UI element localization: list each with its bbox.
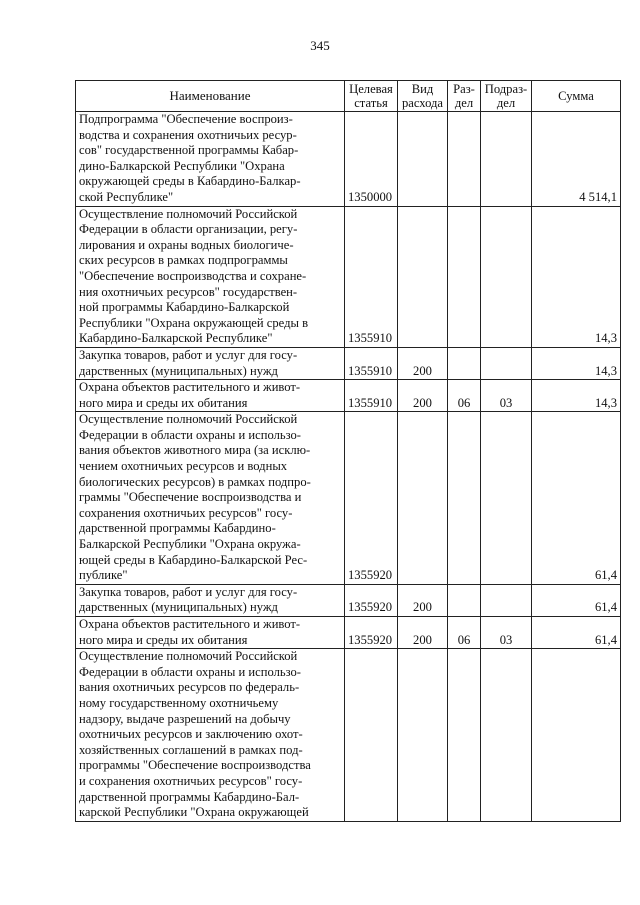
row-kind [398,412,448,585]
header-kind-line: расхода [401,96,444,110]
row-section [448,347,481,379]
row-kind [398,649,448,822]
row-name-line: Осуществление полномочий Российской [79,412,298,427]
row-subsection [481,584,532,616]
table-row [76,380,621,412]
header-name: Наименование [76,81,345,112]
table-row [76,206,621,347]
row-name-line: Охрана объектов растительного и живот- [79,380,301,395]
row-subsection: 03 [481,617,532,649]
row-name-line: Кабардино-Балкарской Республике" [79,331,273,346]
row-name-line: Закупка товаров, работ и услуг для госу- [79,584,298,599]
row-subsection [481,206,532,347]
row-code: 1355920 [345,617,398,649]
row-name-line: Закупка товаров, работ и услуг для госу- [79,347,298,362]
row-name-line: водства и сохранения охотничьих ресур- [79,127,297,142]
row-name-line: Подпрограмма "Обеспечение воспроиз- [79,112,293,126]
row-kind: 200 [398,380,448,412]
header-code-line: статья [354,96,388,110]
row-sum: 61,4 [532,584,621,616]
row-section: 06 [448,617,481,649]
row-name-line: Осуществление полномочий Российской [79,206,298,221]
row-subsection [481,649,532,822]
row-code: 1355920 [345,584,398,616]
row-section [448,412,481,585]
row-code: 1350000 [345,112,398,207]
row-name-line: дарственных (муниципальных) нужд [79,363,278,378]
row-name-line: ной программы Кабардино-Балкарской [79,300,290,315]
row-name [76,112,345,207]
row-name-line: ских ресурсов в рамках подпрограммы [79,253,288,268]
row-section [448,206,481,347]
row-name-line: биологических ресурсов) в рамках подпро- [79,474,311,489]
row-name [76,206,345,347]
row-sum [532,649,621,822]
row-name-line: охотничьих ресурсов и заключению охот- [79,727,303,742]
row-name-line: надзору, выдаче разрешений на добычу [79,711,291,726]
row-code: 1355910 [345,206,398,347]
row-kind [398,206,448,347]
table-row [76,584,621,616]
header-subsection-line: дел [496,96,516,110]
header-sum: Сумма [532,81,621,112]
row-section: 06 [448,380,481,412]
row-name-line: сов" государственной программы Кабар- [79,143,299,158]
row-section [448,584,481,616]
row-subsection [481,112,532,207]
row-name [76,617,345,649]
row-name-line: лирования и охраны водных биологиче- [79,237,294,252]
header-section-line: Раз- [453,82,475,96]
row-name-line: вания охотничьих ресурсов по федераль- [79,680,300,695]
row-name-line: и сохранения охотничьих ресурсов" госу- [79,773,303,788]
row-name-line: ного мира и среды их обитания [79,632,248,647]
row-name-line: ного мира и среды их обитания [79,395,248,410]
row-code: 1355910 [345,380,398,412]
row-name-line: "Обеспечение воспроизводства и сохране- [79,268,307,283]
row-name-line: Охрана объектов растительного и живот- [79,617,301,631]
row-kind: 200 [398,617,448,649]
table-row [76,617,621,649]
table-header-row [76,81,621,112]
row-name-line: Федерации в области организации, регу- [79,222,298,237]
budget-table [75,80,621,822]
row-code: 1355910 [345,347,398,379]
row-kind: 200 [398,584,448,616]
row-name [76,584,345,616]
row-subsection [481,412,532,585]
row-name-line: дарственной программы Кабардино- [79,521,276,536]
header-code-line: Целевая [349,82,393,96]
row-name-line: чением охотничьих ресурсов и водных [79,459,288,474]
row-name-line: граммы "Обеспечение воспроизводства и [79,490,302,505]
header-subsection-line: Подраз- [484,82,528,96]
row-sum: 61,4 [532,412,621,585]
row-kind: 200 [398,347,448,379]
page-number: 345 [310,38,330,53]
row-name-line: дарственных (муниципальных) нужд [79,600,278,615]
row-kind [398,112,448,207]
row-name-line: сохранения охотничьих ресурсов" госу- [79,505,293,520]
row-sum: 4 514,1 [532,112,621,207]
row-name-line: вания объектов животного мира (за исклю- [79,443,311,458]
row-name-line: ской Республике" [79,189,174,204]
table-row [76,649,621,822]
header-code [345,81,398,112]
row-name [76,380,345,412]
row-name [76,649,345,822]
row-name-line: дино-Балкарской Республики "Охрана [79,158,285,173]
row-name [76,347,345,379]
row-name-line: карской Республики "Охрана окружающей [79,805,309,820]
row-name-line: Федерации в области охраны и использо- [79,664,301,679]
row-name-line: окружающей среды в Кабардино-Балкар- [79,174,301,189]
row-name-line: ния охотничьих ресурсов" государствен- [79,284,298,299]
row-name-line: Республики "Охрана окружающей среды в [79,315,309,330]
row-name-line: хозяйственных соглашений в рамках под- [79,742,303,757]
table-row [76,112,621,207]
table-row [76,347,621,379]
row-sum: 14,3 [532,380,621,412]
row-name-line: публике" [79,568,128,583]
row-subsection [481,347,532,379]
row-name-line: ющей среды в Кабардино-Балкарской Рес- [79,552,308,567]
row-name-line: Балкарской Республики "Охрана окружа- [79,537,301,552]
row-section [448,112,481,207]
row-name-line: Федерации в области охраны и использо- [79,427,301,442]
row-name-line: ному государственному охотничьему [79,695,279,710]
header-kind-line: Вид [411,82,434,96]
table-row [76,412,621,585]
row-name-line: программы "Обеспечение воспроизводства [79,758,311,773]
row-section [448,649,481,822]
header-kind [398,81,448,112]
row-name-line: дарственной программы Кабардино-Бал- [79,789,300,804]
row-code [345,649,398,822]
row-name-line: Осуществление полномочий Российской [79,649,298,664]
header-section-line: дел [454,96,474,110]
header-subsection [481,81,532,112]
row-subsection: 03 [481,380,532,412]
row-sum: 14,3 [532,206,621,347]
row-sum: 14,3 [532,347,621,379]
row-name [76,412,345,585]
row-sum: 61,4 [532,617,621,649]
row-code: 1355920 [345,412,398,585]
header-section [448,81,481,112]
